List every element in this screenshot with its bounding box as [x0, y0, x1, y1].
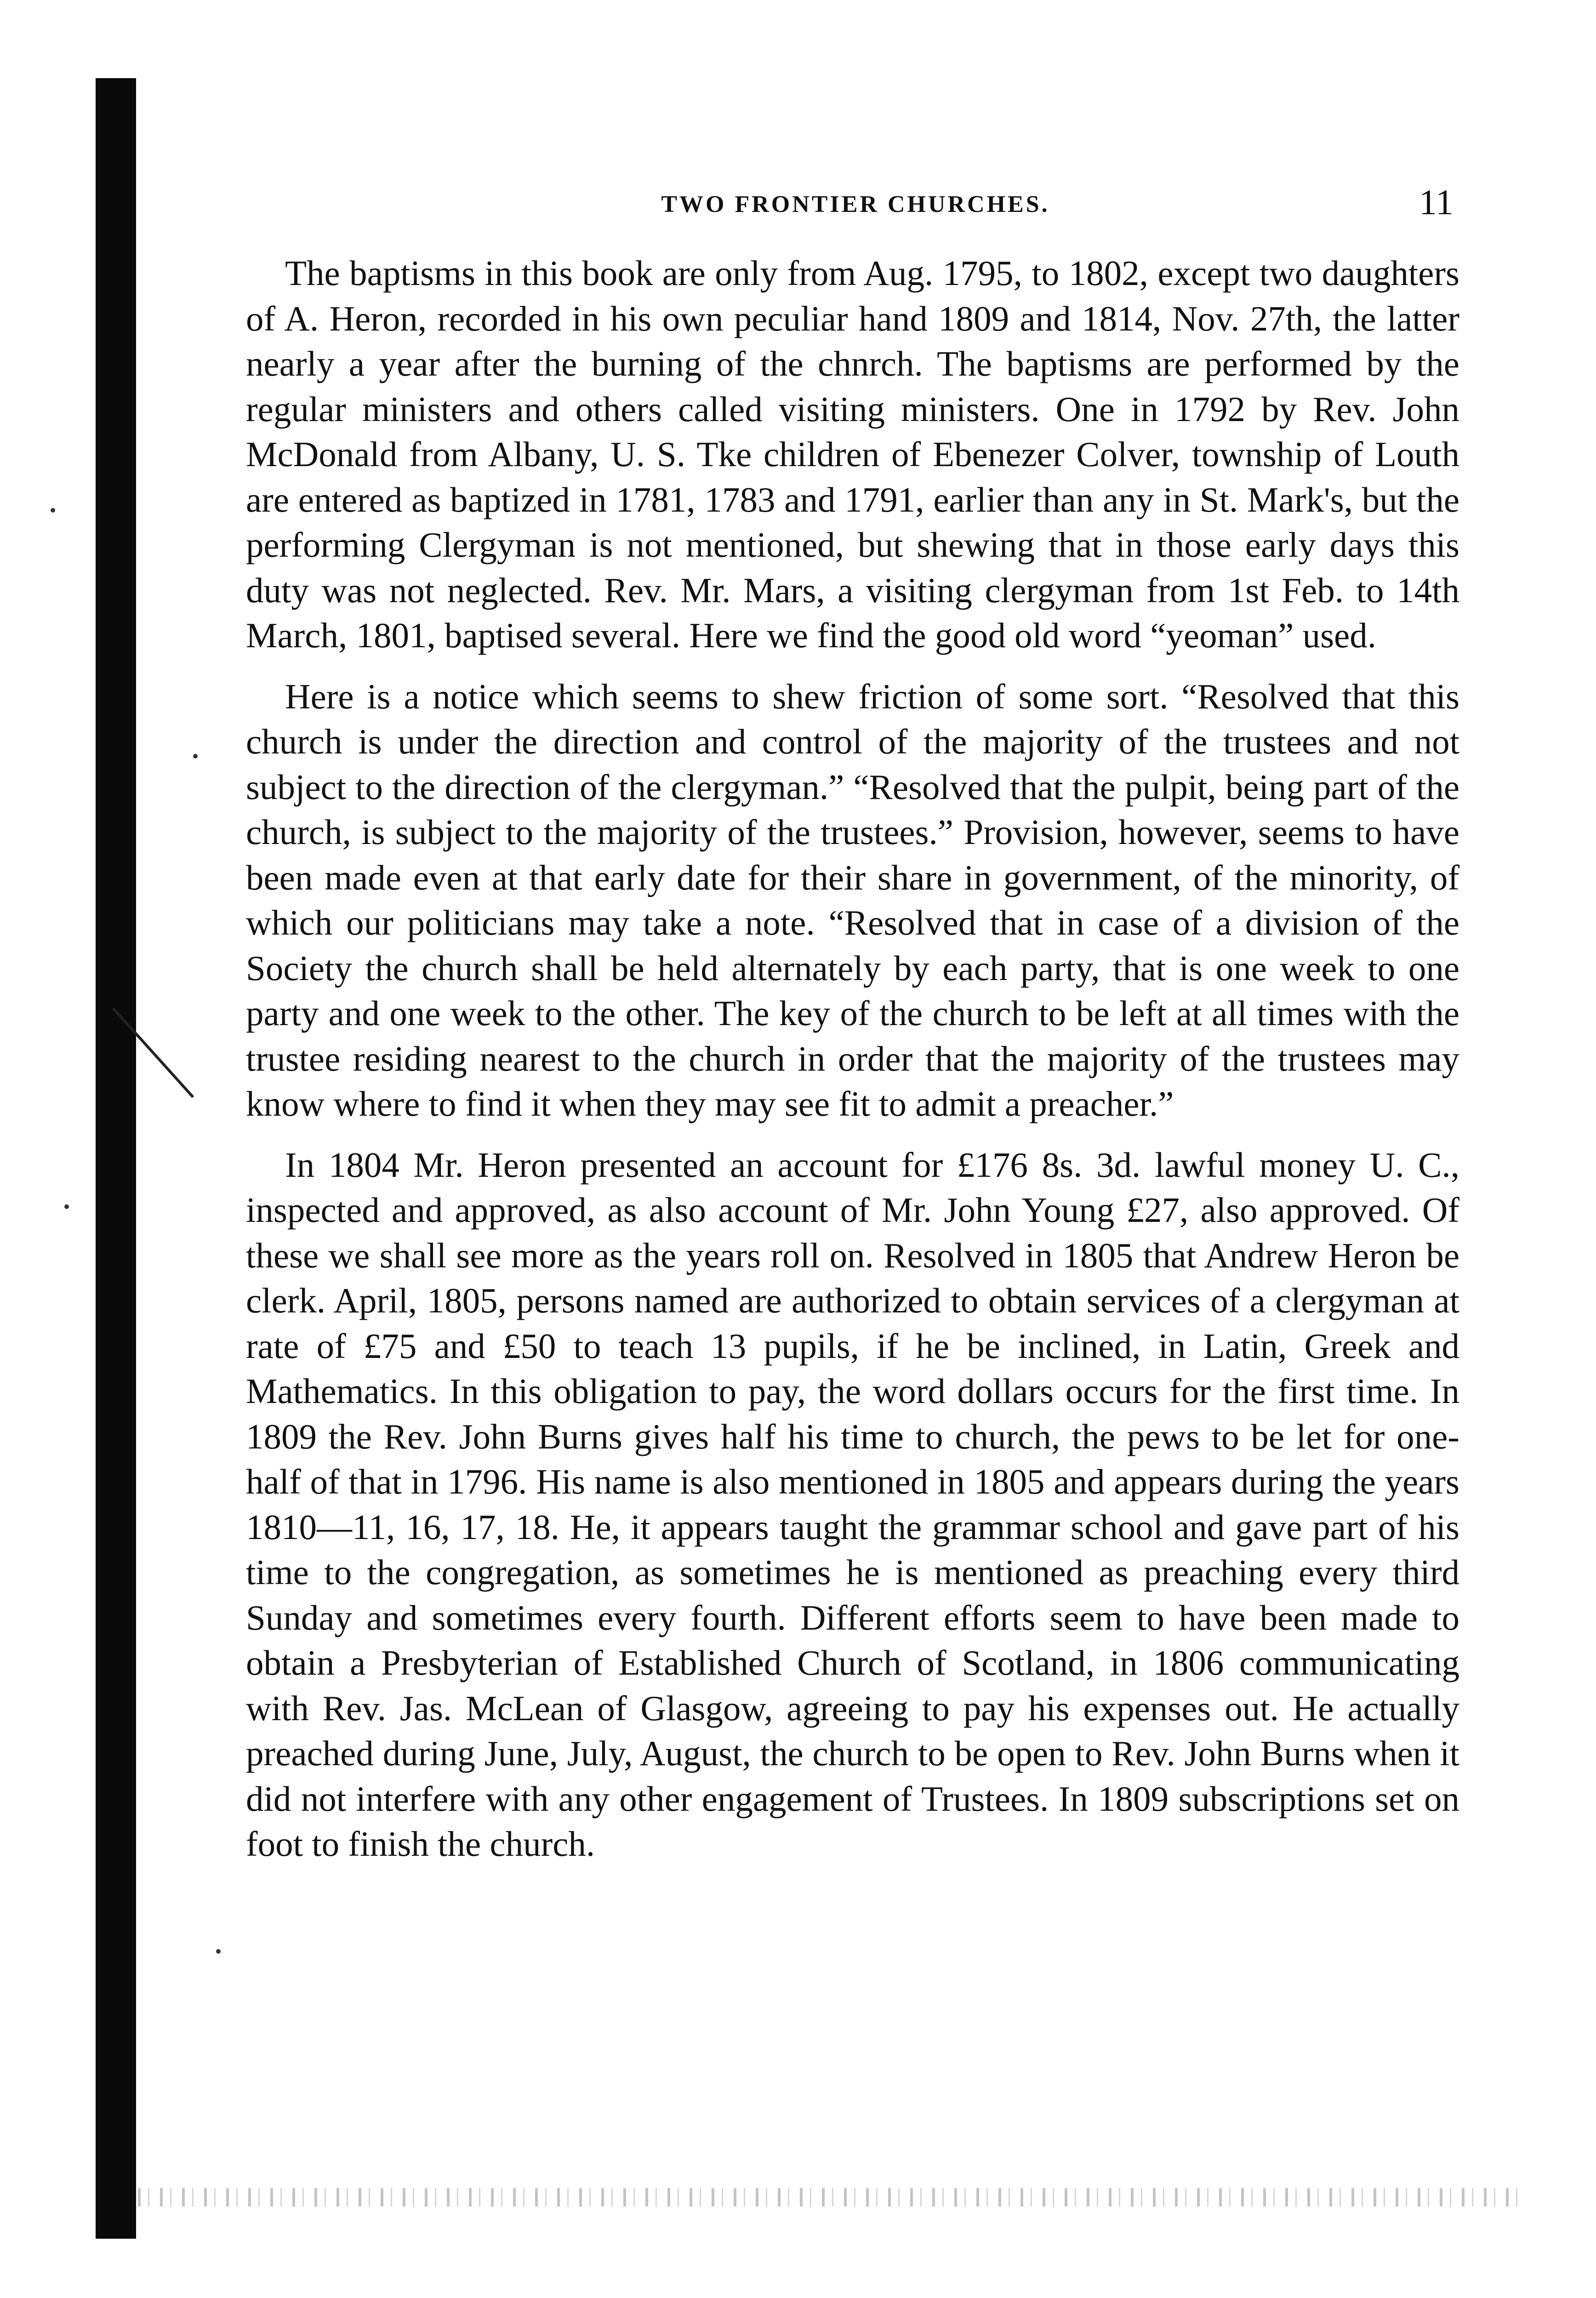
paragraph-accounts: In 1804 Mr. Heron presented an account for £176 8s. 3d. lawful money U. C., inspected and approved, as also account of Mr. John Young £27, also approved. Of these we shall see more as the years roll on. Resolved in 1805 that Andrew Heron be clerk. April, 1805, persons named are authorized to obtain services of a clergyman at rate of £75 and £50 to teach 13 pupils, if he be inclined, in Latin, Greek and Mathematics. In this obligation to pay, the word dollars occurs for the first time. In 1809 the Rev. John Burns gives half his time to church, the pews to be let for one-half of that in 1796. His name is also mentioned in 1805 and appears during the years 1810—11, 16, 17, 18. He, it appears taught the grammar school and gave part of his time to the congregation, as sometimes he is mentioned as preaching every third Sunday and sometimes every fourth. Different efforts seem to have been made to obtain a Presbyterian of Established Church of Scotland, in 1806 communicating with Rev. Jas. McLean of Glasgow, agreeing to pay his expenses out. He actually preached during June, July, August, the church to be open to Rev. John Burns when it did not interfere with any other engagement of Trustees. In 1809 subscriptions set on foot to finish the church.	[246, 1145, 1459, 1864]
paragraph-baptisms: The baptisms in this book are only from Aug. 1795, to 1802, except two daughters of A. Heron, recorded in his own peculiar hand 1809 and 1814, Nov. 27th, the latter nearly a year after the burning of the chnrch. The baptisms are performed by the regular ministers and others called visiting ministers. One in 1792 by Rev. John McDonald from Albany, U. S. Tke children of Ebenezer Colver, township of Louth are entered as baptized in 1781, 1783 and 1791, earlier than any in St. Mark's, but the performing Clergyman is not mentioned, but shewing that in those early days this duty was not neglected. Rev. Mr. Mars, a visiting clergyman from 1st Feb. to 14th March, 1801, baptised several. Here we find the good old word “yeoman” used.	[246, 253, 1459, 655]
paragraph-resolutions: Here is a notice which seems to shew friction of some sort. “Resolved that this church is under the direction and control of the majority of the trustees and not subject to the direction of the clergyman.” “Resolved that the pulpit, being part of the church, is subject to the majority of the trustees.” Provision, however, seems to have been made even at that early date for their share in government, of the minority, of which our politicians may take a note. “Resolved that in case of a division of the Society the church shall be held alternately by each party, that is one week to one party and one week to the other. The key of the church to be left at all times with the trustee residing nearest to the church in order that the majority of the trustees may know where to find it when they may see fit to admit a preacher.”	[246, 676, 1459, 1123]
margin-dot	[193, 754, 198, 758]
scan-binding-edge	[96, 78, 136, 2239]
margin-dot	[216, 1949, 221, 1954]
margin-dot	[51, 508, 55, 513]
body-text	[246, 251, 1459, 1882]
page-number: 11	[1419, 182, 1454, 222]
margin-dot	[64, 1204, 69, 1209]
running-title: TWO FRONTIER CHURCHES.	[661, 191, 1050, 217]
page-header	[257, 182, 1454, 232]
scan-noise-strip	[138, 2188, 1518, 2207]
